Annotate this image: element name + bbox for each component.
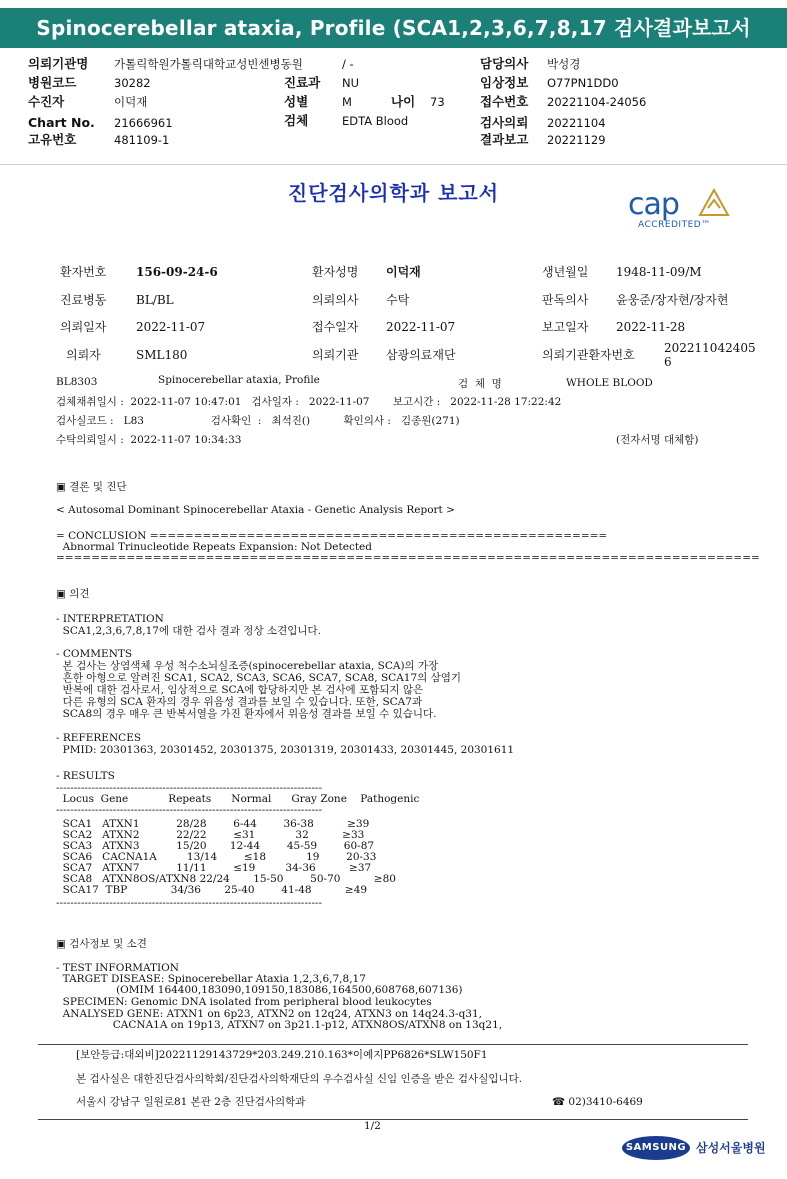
test-name: Spinocerebellar ataxia, Profile (158, 374, 320, 386)
comments-line: 반복에 대한 검사로서, 임상적으로 SCA에 합당하지만 본 검사에 포함되지 않은 (56, 684, 424, 696)
label-requesting-institution: 의뢰기관 (312, 348, 359, 362)
value-unique-no: 481109-1 (114, 133, 170, 147)
results-header: Locus Gene Repeats Normal Gray Zone Pathogenic (56, 793, 420, 805)
label-accession-no: 접수번호 (480, 94, 529, 109)
report-name: < Autosomal Dominant Spinocerebellar Ataxia - Genetic Analysis Report > (56, 504, 455, 516)
label-test-request: 검사의뢰 (480, 115, 529, 130)
value-receipt-date: 2022-11-07 (386, 320, 456, 334)
test-meta-line-request: 수탁의뢰일시 : 2022-11-07 10:34:33 (56, 434, 242, 446)
results-rule: --------------------------------------------------------------------------- (56, 897, 323, 909)
value-report-date: 2022-11-28 (616, 320, 686, 334)
cap-accredited-logo (628, 188, 733, 236)
results-row: SCA1 ATXN1 28/28 6-44 36-38 ≥39 (56, 818, 370, 830)
references-text: PMID: 20301363, 20301452, 20301375, 20301319, 20301433, 20301445, 20301611 (56, 744, 515, 756)
results-row: SCA17 TBP 34/36 25-40 41-48 ≥49 (56, 884, 368, 896)
value-chart-no: 21666961 (114, 116, 173, 130)
results-rule: --------------------------------------------------------------------------- (56, 804, 323, 816)
value-ward-bl: BL/BL (136, 293, 174, 307)
value-accession-no: 20221104-24056 (547, 95, 647, 109)
results-row: SCA6 CACNA1A 13/14 ≤18 19 20-33 (56, 851, 377, 863)
test-info-line: SPECIMEN: Genomic DNA isolated from peripheral blood leukocytes (56, 996, 432, 1008)
value-clinical-info: O77PN1DD0 (547, 76, 619, 90)
value-patient-no: 156-09-24-6 (136, 265, 218, 279)
value-birth-date: 1948-11-09/M (616, 265, 702, 279)
label-institution-patient-no: 의뢰기관환자번호 (542, 348, 635, 362)
comments-line: 본 검사는 상염색체 우성 척수소뇌실조증(spinocerebellar ataxia, SCA)의 가장 (56, 660, 439, 672)
lab-address: 서울시 강남구 일원로81 본관 2층 진단검사의학과 (76, 1096, 306, 1108)
section-opinion-heading: ▣ 의견 (56, 588, 90, 600)
label-ward: 진료병동 (60, 293, 107, 307)
test-meta-line-collection: 검체채취일시 : 2022-11-07 10:47:01 검사일자 : 2022-11-07 보고시간 : 2022-11-28 17:22:42 (56, 396, 562, 408)
value-sex: M (342, 95, 352, 109)
test-info-line: CACNA1A on 19p13, ATXN7 on 3p21.1-p12, ATXN8OS/ATXN8 on 13q21, (56, 1019, 503, 1031)
label-receipt-date: 접수일자 (312, 320, 359, 334)
value-age: 73 (430, 95, 445, 109)
label-age: 나이 (391, 94, 416, 109)
value-institution-patient-no-suffix: 6 (664, 355, 672, 369)
test-info-line: (OMIM 164400,183090,109150,183086,164500,608768,607136) (56, 984, 463, 996)
test-info-line: TARGET DISEASE: Spinocerebellar Ataxia 1,2,3,6,7,8,17 (56, 973, 366, 985)
conclusion-rule-top: = CONCLUSION ==================================================== (56, 530, 608, 542)
value-reading-doctor: 윤웅준/장자현/장자현 (616, 293, 729, 307)
test-info-line: ANALYSED GENE: ATXN1 on 6p23, ATXN2 on 12q24, ATXN3 on 14q24.3-q31, (56, 1008, 482, 1020)
section-conclusion-heading: ▣ 결론 및 진단 (56, 481, 127, 493)
comments-line: 흔한 아형으로 알려진 SCA1, SCA2, SCA3, SCA6, SCA7, SCA8, SCA17의 삼염기 (56, 672, 462, 684)
label-doctor: 담당의사 (480, 56, 529, 71)
label-patient-no: 환자번호 (60, 265, 107, 279)
cap-logo-icon (698, 188, 730, 218)
results-row: SCA7 ATXN7 11/11 ≤19 34-36 ≥37 (56, 862, 372, 874)
section-test-info-heading: ▣ 검사정보 및 소견 (56, 938, 147, 950)
security-stamp: [보안등급:대외비]20221129143729*203.249.210.163*이예지PP6826*SLW150F1 (76, 1049, 488, 1061)
cap-logo-accredited: ACCREDITED™ (638, 220, 711, 230)
value-department: NU (342, 76, 360, 90)
value-specimen-name: WHOLE BLOOD (566, 377, 653, 389)
label-result-report: 결과보고 (480, 132, 529, 147)
value-request-date: 2022-11-07 (136, 320, 206, 334)
label-requester: 의뢰자 (66, 348, 101, 362)
test-code: BL8303 (56, 376, 98, 388)
report-banner: Spinocerebellar ataxia, Profile (SCA1,2,3,6,7,8,17 검사결과보고서 (0, 8, 787, 48)
value-test-request: 20221104 (547, 116, 606, 130)
results-rule: --------------------------------------------------------------------------- (56, 782, 323, 794)
results-row: SCA3 ATXN3 15/20 12-44 45-59 60-87 (56, 840, 375, 852)
results-row: SCA2 ATXN2 22/22 ≤31 32 ≥33 (56, 829, 365, 841)
value-requesting-institution: 삼광의료재단 (386, 348, 456, 362)
label-sex: 성별 (284, 94, 309, 109)
interpretation-text: SCA1,2,3,6,7,8,17에 대한 검사 결과 정상 소견입니다. (56, 625, 321, 637)
label-referral-org: 의뢰기관명 (28, 56, 89, 71)
certification-note: 본 검사실은 대한진단검사의학회/진단검사의학재단의 우수검사실 신임 인증을 받은 검사실입니다. (76, 1073, 523, 1085)
label-department: 진료과 (284, 75, 321, 90)
hospital-name: 삼성서울병원 (696, 1141, 766, 1155)
test-meta-line-lab: 검사실코드 : L83 검사확인 : 최석진() 확인의사 : 김종원(271) (56, 415, 460, 427)
references-title: - REFERENCES (56, 732, 142, 744)
label-report-date: 보고일자 (542, 320, 589, 334)
conclusion-text: Abnormal Trinucleotide Repeats Expansion: Not Detected (56, 541, 372, 553)
value-patient-name: 이덕재 (386, 265, 421, 279)
label-hospital-code: 병원코드 (28, 75, 77, 90)
electronic-signature-note: (전자서명 대체함) (616, 434, 699, 446)
value-referring-doctor: 수탁 (386, 293, 410, 307)
label-specimen: 검체 (284, 113, 309, 128)
comments-title: - COMMENTS (56, 648, 133, 660)
label-specimen-name: 검 체 명 (458, 378, 502, 390)
value-patient: 이덕재 (114, 95, 148, 109)
value-specimen: EDTA Blood (342, 114, 409, 128)
comments-line: SCA8의 경우 매우 큰 반복서열을 가진 환자에서 위음성 결과를 보일 수 있습니다. (56, 708, 437, 720)
label-chart-no: Chart No. (28, 115, 95, 130)
label-birth-date: 생년월일 (542, 265, 589, 279)
value-result-report: 20221129 (547, 133, 606, 147)
label-unique-no: 고유번호 (28, 132, 77, 147)
samsung-logo-icon: SAMSUNG (622, 1136, 690, 1160)
value-requester: SML180 (136, 348, 188, 362)
label-patient: 수진자 (28, 94, 65, 109)
report-title: 진단검사의학과 보고서 (287, 181, 500, 205)
comments-line: 다른 유형의 SCA 환자의 경우 위음성 결과를 보일 수 있습니다. 또한, SCA7과 (56, 696, 423, 708)
label-reading-doctor: 판독의사 (542, 293, 589, 307)
header-divider (0, 164, 787, 165)
label-request-date: 의뢰일자 (60, 320, 107, 334)
conclusion-rule-bottom: ================================================================================ (56, 552, 760, 564)
value-hospital-code: 30282 (114, 76, 151, 90)
value-ward: / - (342, 57, 354, 71)
label-clinical-info: 임상정보 (480, 75, 529, 90)
cap-logo-word: cap (628, 187, 679, 222)
value-institution-patient-no: 202211042405 (664, 341, 756, 355)
lab-phone: ☎ 02)3410-6469 (552, 1096, 643, 1108)
results-title: - RESULTS (56, 770, 115, 782)
page-number: 1/2 (364, 1120, 381, 1132)
results-row: SCA8 ATXN8OS/ATXN8 22/24 15-50 50-70 ≥80 (56, 873, 396, 885)
value-referral-org: 가톨릭학원가톨릭대학교성빈센병동원 (114, 57, 303, 71)
test-info-line: - TEST INFORMATION (56, 962, 179, 974)
value-doctor: 박성경 (547, 57, 581, 71)
label-referring-doctor: 의뢰의사 (312, 293, 359, 307)
label-patient-name: 환자성명 (312, 265, 359, 279)
interpretation-title: - INTERPRETATION (56, 613, 164, 625)
